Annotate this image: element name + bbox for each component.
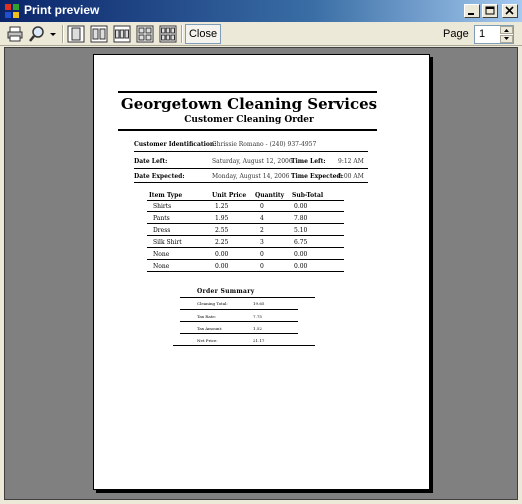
table-cell: Pants [153,215,170,222]
three-pages-icon[interactable] [113,25,131,43]
four-pages-icon[interactable] [136,25,154,43]
arrow-up-icon [501,27,512,33]
toolbar-separator [181,25,183,43]
table-cell: 0 [260,251,264,258]
summary-label: Tax Rate: [197,314,217,319]
row-rule [147,223,344,224]
time-expected-label: Time Expected: [291,173,343,180]
row-rule [147,259,344,260]
one-page-icon[interactable] [67,25,85,43]
toolbar [0,22,522,46]
summary-rule [180,297,315,298]
close-preview-button[interactable]: Close [185,24,221,44]
app-icon [4,3,20,19]
zoom-icon[interactable] [28,25,46,43]
six-pages-icon[interactable] [159,25,177,43]
two-pages-icon[interactable] [90,25,108,43]
report-title: Georgetown Cleaning Services [120,95,378,113]
table-cell: 0 [260,203,264,210]
summary-rule [180,309,298,310]
table-cell: Dress [153,227,171,234]
summary-value: 1.52 [253,326,262,331]
page-up-button[interactable] [500,26,513,34]
customer-value: Chrissie Romano - (240) 937-4957 [212,141,317,148]
table-cell: 0.00 [294,251,308,258]
row-rule [147,211,344,212]
table-cell: None [153,263,170,270]
customer-label: Customer Identification: [134,141,217,148]
summary-value: 7.75 [253,314,262,319]
close-window-button[interactable] [502,4,518,18]
table-cell: 0.00 [215,263,229,270]
arrow-down-icon [501,36,512,42]
preview-page [93,54,430,490]
header-rule [118,91,377,93]
table-cell: None [153,251,170,258]
maximize-button[interactable] [482,4,498,18]
table-cell: 2.55 [215,227,229,234]
row-rule [147,235,344,236]
table-cell: 0.00 [294,203,308,210]
summary-label: Tax Amount: [197,326,223,331]
summary-value: 21.17 [253,338,265,343]
col-header-sub-total: Sub-Total [292,192,324,199]
row-rule [134,151,368,152]
row-rule [134,182,368,183]
minimize-icon [465,5,479,17]
page-label: Page [443,28,469,40]
date-expected-label: Date Expected: [134,173,185,180]
chevron-down-icon[interactable] [48,25,58,43]
row-rule [147,247,344,248]
summary-value: 19.65 [253,301,265,306]
toolbar-separator [62,25,64,43]
summary-rule [180,321,298,322]
table-cell: 0 [260,263,264,270]
table-cell: 2.25 [215,239,229,246]
header-rule [118,129,377,131]
window-title: Print preview [24,3,100,17]
maximize-icon [483,5,497,17]
summary-rule [180,333,298,334]
summary-rule [173,345,315,346]
table-cell: 6.75 [294,239,308,246]
col-header-unit-price: Unit Price [212,192,247,199]
summary-label: Cleaning Total: [197,301,228,306]
table-cell: 1.95 [215,215,229,222]
table-cell: 0.00 [294,263,308,270]
time-left-value: 9:12 AM [338,158,364,165]
report-subtitle: Customer Cleaning Order [184,115,314,125]
row-rule [147,271,344,272]
date-left-label: Date Left: [134,158,168,165]
table-cell: 4 [260,215,264,222]
date-left-value: Saturday, August 12, 2006 [212,158,293,165]
time-left-label: Time Left: [291,158,326,165]
row-rule [147,200,344,201]
page-number-input[interactable] [474,25,514,44]
summary-title: Order Summary [197,288,255,295]
minimize-button[interactable] [464,4,480,18]
table-cell: Shirts [153,203,172,210]
time-expected-value: 8:00 AM [338,173,364,180]
table-cell: 3 [260,239,264,246]
summary-label: Net Price: [197,338,218,343]
col-header-item-type: Item Type [149,192,183,199]
print-icon[interactable] [6,25,24,43]
page-down-button[interactable] [500,35,513,43]
col-header-quantity: Quantity [255,192,285,199]
table-cell: 7.80 [294,215,308,222]
preview-area[interactable] [4,47,518,500]
date-expected-value: Monday, August 14, 2006 [212,173,290,180]
table-cell: Silk Shirt [153,239,182,246]
table-cell: 5.10 [294,227,308,234]
table-cell: 2 [260,227,264,234]
table-cell: 1.25 [215,203,229,210]
close-icon [503,5,517,17]
row-rule [134,168,368,169]
table-cell: 0.00 [215,251,229,258]
title-bar[interactable] [0,0,522,22]
page-number-value: 1 [479,28,486,40]
